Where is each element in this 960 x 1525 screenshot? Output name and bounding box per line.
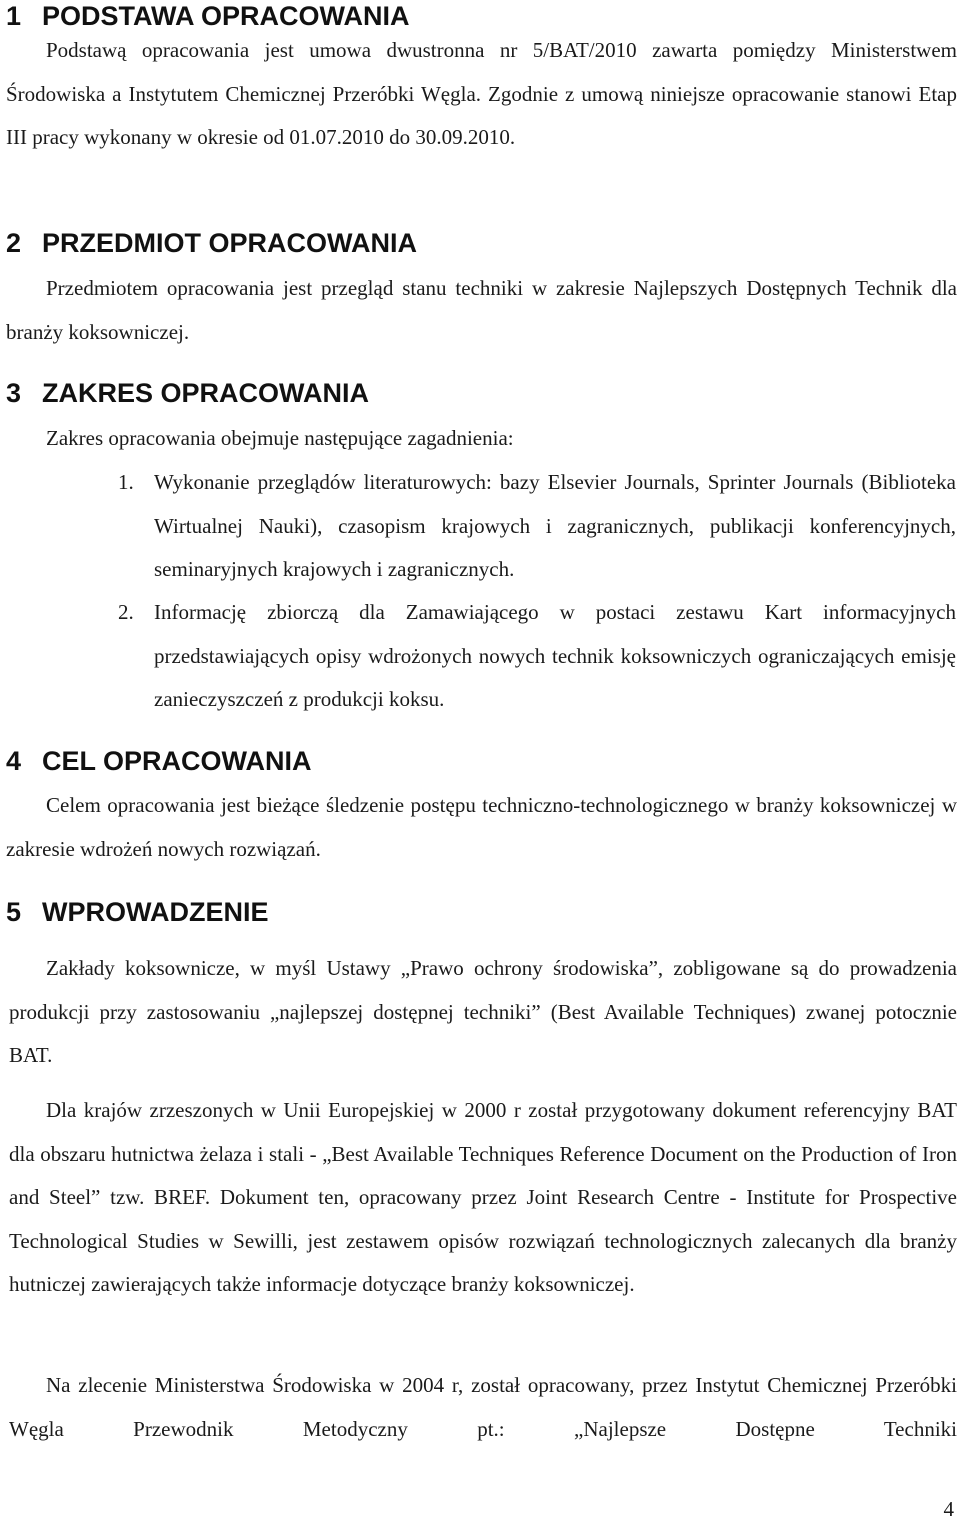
- list-item-text: Wykonanie przeglądów literaturowych: bazy Elsevier Journals, Sprinter Journals (Biblioteka Wirtualnej Nauki), czasopism krajowych i zagranicznych, publikacji konferencyjnych, seminaryjnych krajowych i zagranicznych.: [154, 470, 956, 581]
- section-3-intro: Zakres opracowania obejmuje następujące zagadnienia:: [46, 426, 514, 450]
- section-4-title: CEL OPRACOWANIA: [42, 746, 312, 776]
- section-4-paragraph: Celem opracowania jest bieżące śledzenie postępu techniczno-technologicznego w branży koksowniczej w zakresie wdrożeń nowych rozwiązań.: [6, 793, 957, 861]
- page-number: 4: [943, 1497, 954, 1521]
- section-5-heading: [6, 896, 269, 928]
- section-2-heading: [6, 227, 417, 259]
- section-4-number: 4: [6, 746, 22, 776]
- list-item-number: 2.: [118, 600, 134, 624]
- list-item: [118, 591, 956, 722]
- section-1-paragraph: Podstawą opracowania jest umowa dwustronna nr 5/BAT/2010 zawarta pomiędzy Ministerstwem Środowiska a Instytutem Chemicznej Przeróbki Węgla. Zgodnie z umową niniejsze opracowanie stanowi Etap III pracy wykonany w okresie od 01.07.2010 do 30.09.2010.: [6, 38, 957, 149]
- section-1-heading: [6, 0, 410, 32]
- section-5-paragraph-3: Na zlecenie Ministerstwa Środowiska w 2004 r, został opracowany, przez Instytut Chemicznej Przeróbki Węgla Przewodnik Metodyczny pt.: „Najlepsze Dostępne Techniki: [9, 1373, 957, 1441]
- section-3-heading: [6, 377, 369, 409]
- section-1-number: 1: [6, 1, 22, 31]
- section-1-title: PODSTAWA OPRACOWANIA: [42, 1, 410, 31]
- section-2-paragraph: Przedmiotem opracowania jest przegląd stanu techniki w zakresie Najlepszych Dostępnych Technik dla branży koksowniczej.: [6, 276, 957, 344]
- list-item: [118, 461, 956, 592]
- section-5-title: WPROWADZENIE: [42, 897, 269, 927]
- section-5-number: 5: [6, 897, 22, 927]
- section-4-heading: [6, 745, 312, 777]
- section-3-number: 3: [6, 378, 22, 408]
- section-3-title: ZAKRES OPRACOWANIA: [42, 378, 370, 408]
- section-2-title: PRZEDMIOT OPRACOWANIA: [42, 228, 417, 258]
- section-2-number: 2: [6, 228, 22, 258]
- list-item-text: Informację zbiorczą dla Zamawiającego w postaci zestawu Kart informacyjnych przedstawiających opisy wdrożonych nowych technik koksowniczych ograniczających emisję zanieczyszczeń z produkcji koksu.: [154, 600, 956, 711]
- list-item-number: 1.: [118, 470, 134, 494]
- section-5-paragraph-2: Dla krajów zrzeszonych w Unii Europejskiej w 2000 r został przygotowany dokument referencyjny BAT dla obszaru hutnictwa żelaza i stali - „Best Available Techniques Reference Document on the Production of Iron and Steel” tzw. BREF. Dokument ten, opracowany przez Joint Research Centre - Institute for Prospective Technological Studies w Sewilli, jest zestawem opisów rozwiązań technologicznych zalecanych dla branży hutniczej zawierających także informacje dotyczące branży koksowniczej.: [9, 1098, 957, 1296]
- section-5-paragraph-1: Zakłady koksownicze, w myśl Ustawy „Prawo ochrony środowiska”, zobligowane są do prowadzenia produkcji przy zastosowaniu „najlepszej dostępnej techniki” (Best Available Techniques) zwanej potocznie BAT.: [9, 956, 957, 1067]
